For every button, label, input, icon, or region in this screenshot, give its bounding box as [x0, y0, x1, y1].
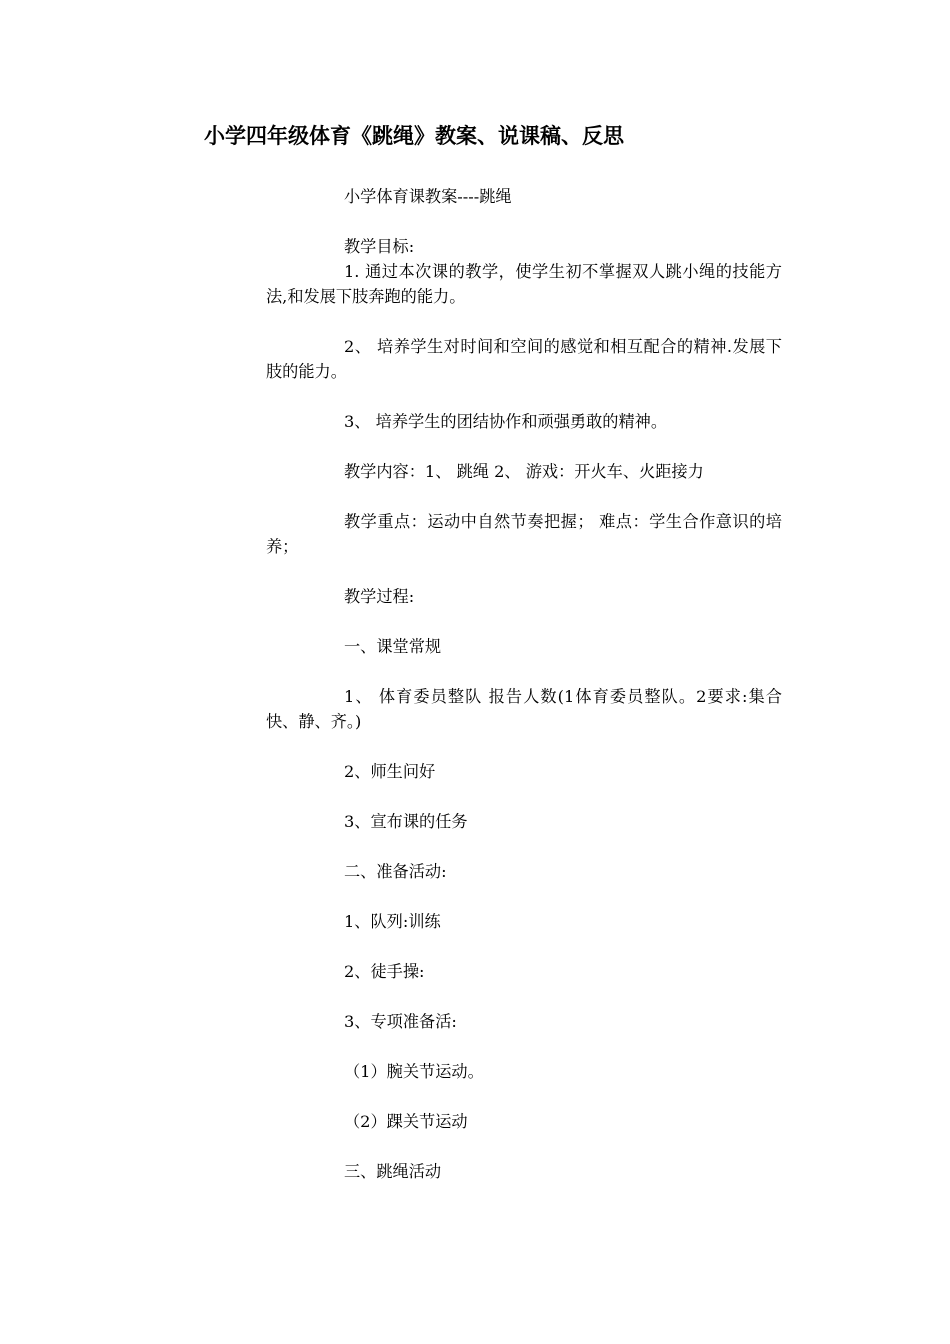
routine-item-1: 1、 体育委员整队 报告人数(1体育委员整队。2要求:集合快、静、齐。) — [266, 687, 782, 731]
objective-1: 1. 通过本次课的教学，使学生初不掌握双人跳小绳的技能方法,和发展下肢奔跑的能力。 — [266, 262, 782, 306]
teaching-content: 教学内容：1、 跳绳 2、 游戏：开火车、火距接力 — [344, 462, 704, 481]
warmup-item-3: 3、专项准备活: — [344, 1012, 457, 1031]
teaching-focus: 教学重点：运动中自然节奏把握； 难点：学生合作意识的培养； — [266, 512, 782, 556]
objective-3: 3、 培养学生的团结协作和顽强勇敢的精神。 — [344, 412, 668, 431]
document-title: 小学四年级体育《跳绳》教案、说课稿、反思 — [204, 123, 624, 148]
section-1-heading: 一、课堂常规 — [344, 637, 442, 656]
routine-item-2: 2、师生问好 — [344, 762, 436, 781]
warmup-item-1: 1、队列:训练 — [344, 912, 441, 931]
lesson-plan-heading: 小学体育课教案----跳绳 — [344, 187, 512, 206]
section-3-heading: 三、跳绳活动 — [344, 1162, 442, 1181]
warmup-subitem-2: （2）踝关节运动 — [344, 1112, 468, 1131]
routine-item-3: 3、宣布课的任务 — [344, 812, 468, 831]
objectives-heading: 教学目标: — [344, 237, 415, 256]
warmup-item-2: 2、徒手操: — [344, 962, 425, 981]
section-2-heading: 二、准备活动: — [344, 862, 447, 881]
process-heading: 教学过程: — [344, 587, 415, 606]
warmup-subitem-1: （1）腕关节运动。 — [344, 1062, 484, 1081]
objective-2: 2、 培养学生对时间和空间的感觉和相互配合的精神.发展下肢的能力。 — [266, 337, 782, 381]
